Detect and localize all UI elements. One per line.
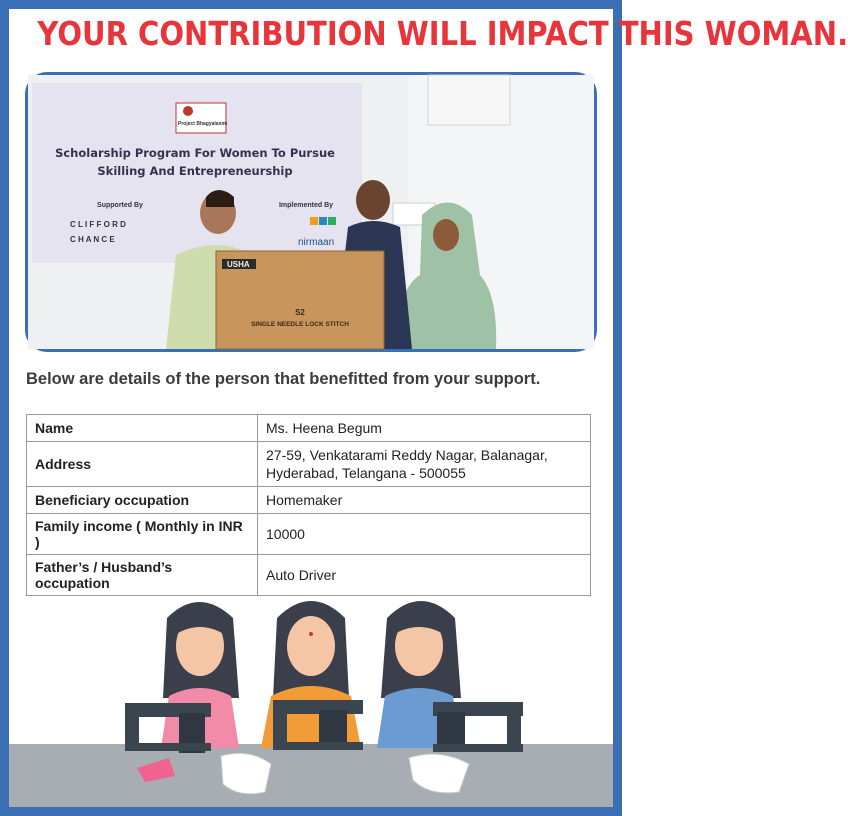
- banner-title-line1: Scholarship Program For Women To Pursue: [55, 146, 335, 160]
- box-text: SINGLE NEEDLE LOCK STITCH: [251, 321, 349, 328]
- implementer-logo: nirmaan: [298, 237, 335, 248]
- tailoring-illustration: [9, 588, 613, 807]
- supporter-line2: C H A N C E: [70, 235, 115, 244]
- implemented-by-label: Implemented By: [278, 202, 334, 209]
- detail-value: Ms. Heena Begum: [258, 415, 591, 442]
- box-brand: USHA: [227, 260, 250, 269]
- detail-value: Auto Driver: [258, 555, 591, 596]
- table-row: [27, 514, 591, 555]
- beneficiary-details-table: [26, 414, 591, 596]
- supporter-line1: C L I F F O R D: [70, 220, 126, 229]
- detail-value: Homemaker: [258, 487, 591, 514]
- supported-by-label: Supported By: [97, 202, 143, 209]
- box-model: S2: [295, 308, 305, 317]
- beneficiary-photo: [25, 72, 597, 352]
- sewing-machine-icon: [433, 702, 523, 752]
- banner-title-line2: Skilling And Entrepreneurship: [97, 164, 293, 178]
- detail-value: 10000: [258, 514, 591, 555]
- table-row: [27, 487, 591, 514]
- intro-text: Below are details of the person that benefitted from your support.: [26, 370, 541, 388]
- detail-label: Family income ( Monthly in INR ): [27, 514, 258, 555]
- table-row: [27, 415, 591, 442]
- detail-label: Father’s / Husband’s occupation: [27, 555, 258, 596]
- detail-label: Address: [27, 442, 258, 487]
- headline: YOUR CONTRIBUTION WILL IMPACT THIS WOMAN.: [37, 14, 848, 53]
- table-row: [27, 442, 591, 487]
- detail-value: 27-59, Venkatarami Reddy Nagar, Balanagar, Hyderabad, Telangana - 500055: [258, 442, 591, 487]
- detail-label: Name: [27, 415, 258, 442]
- banner-logo: Project Bhagyalaxmi: [178, 121, 228, 127]
- detail-label: Beneficiary occupation: [27, 487, 258, 514]
